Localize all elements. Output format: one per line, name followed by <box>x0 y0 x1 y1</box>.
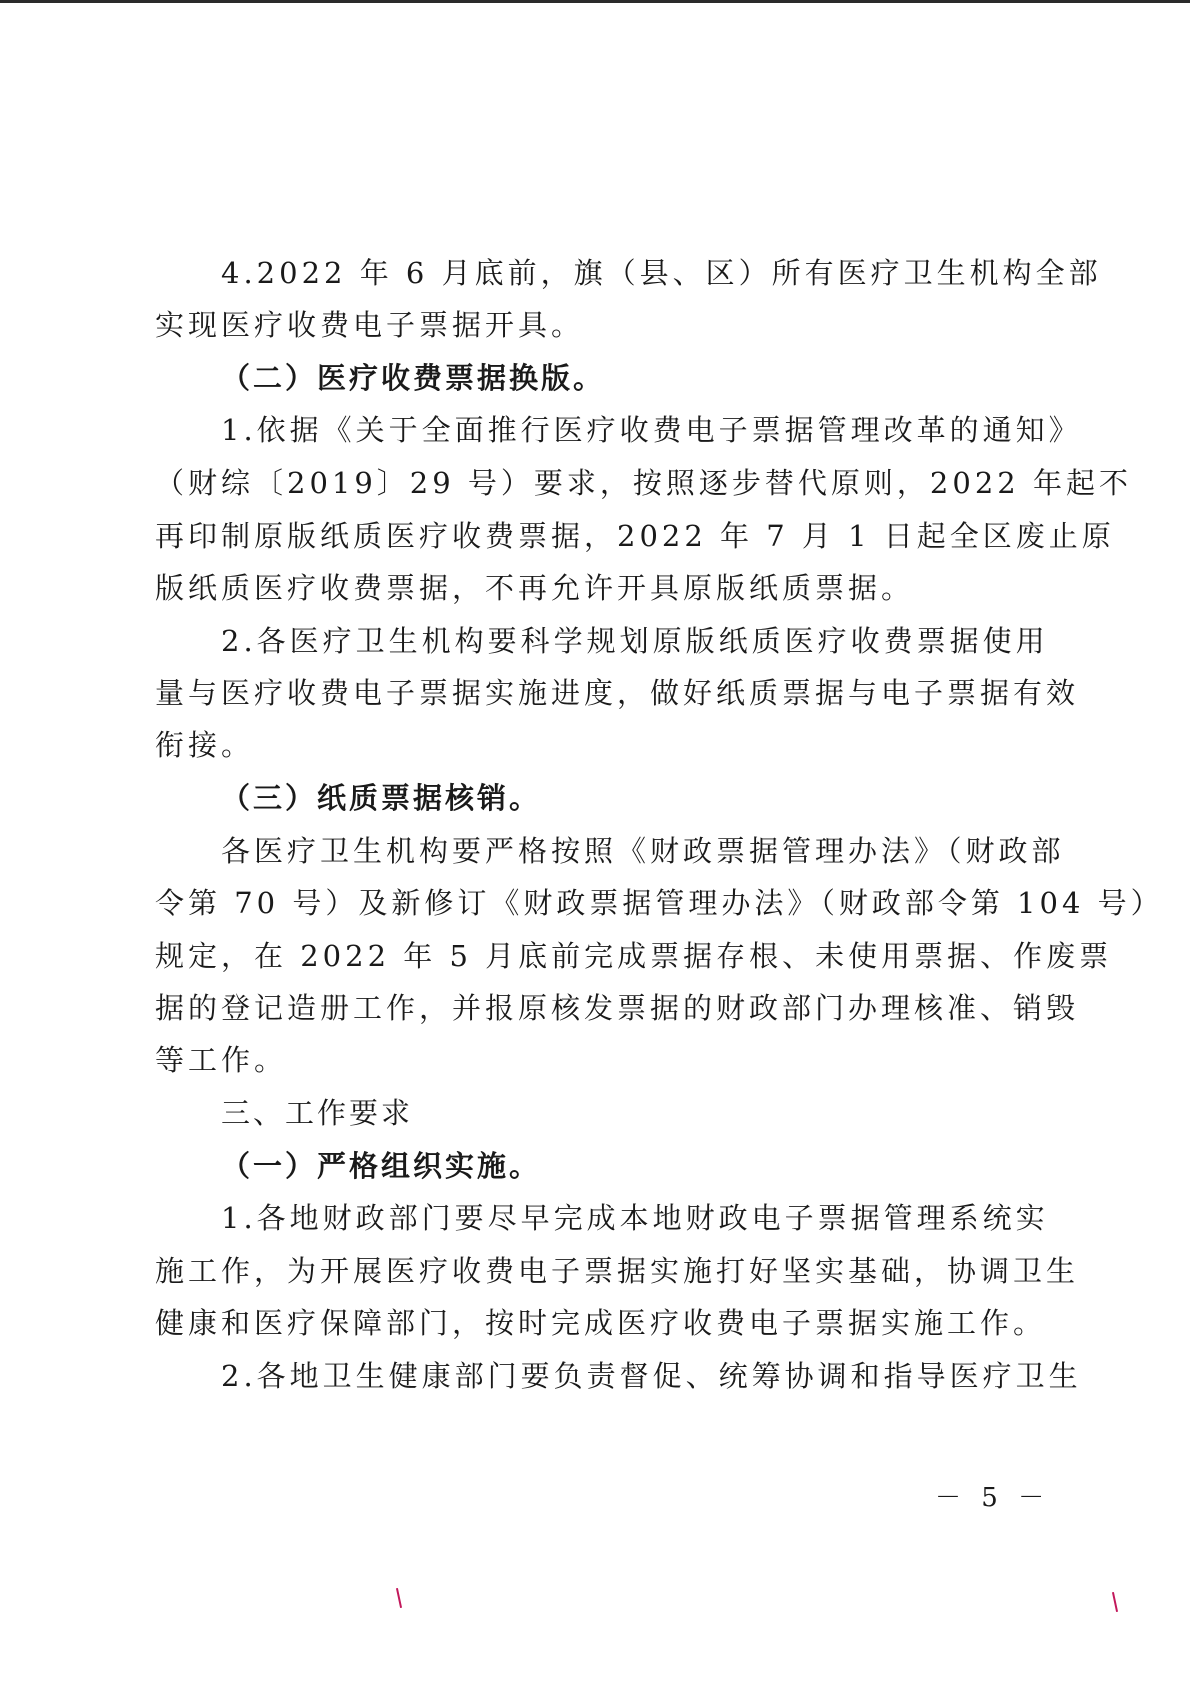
paragraph-line: 实现医疗收费电子票据开具。 <box>155 308 585 342</box>
binding-mark <box>1112 1592 1118 1612</box>
paragraph-line: 版纸质医疗收费票据，不再允许开具原版纸质票据。 <box>155 571 915 605</box>
paragraph-line: 量与医疗收费电子票据实施进度，做好纸质票据与电子票据有效 <box>155 676 1080 710</box>
section-heading: （二）医疗收费票据换版。 <box>221 361 606 395</box>
paragraph-line: 健康和医疗保障部门，按时完成医疗收费电子票据实施工作。 <box>155 1306 1047 1340</box>
paragraph-line: 1.各地财政部门要尽早完成本地财政电子票据管理系统实 <box>221 1201 1049 1235</box>
paragraph-line: 2.各地卫生健康部门要负责督促、统筹协调和指导医疗卫生 <box>221 1359 1082 1393</box>
page-number: － 5 － <box>935 1483 1051 1513</box>
section-title: 三、工作要求 <box>221 1096 414 1130</box>
paragraph-line: 衔接。 <box>155 728 255 762</box>
paragraph-line: 4.2022 年 6 月底前，旗（县、区）所有医疗卫生机构全部 <box>221 256 1102 290</box>
paragraph-line: 各医疗卫生机构要严格按照《财政票据管理办法》（财政部 <box>221 834 1065 868</box>
paragraph-line: 等工作。 <box>155 1043 288 1077</box>
paragraph-line: 规定，在 2022 年 5 月底前完成票据存根、未使用票据、作废票 <box>155 939 1113 973</box>
top-border-line <box>0 0 1190 3</box>
paragraph-line: 2.各医疗卫生机构要科学规划原版纸质医疗收费票据使用 <box>221 624 1049 658</box>
section-heading: （一）严格组织实施。 <box>221 1149 542 1183</box>
binding-mark <box>396 1588 402 1608</box>
paragraph-line: 令第 70 号）及新修订《财政票据管理办法》（财政部令第 104 号） <box>155 886 1164 920</box>
paragraph-line: （财综〔2019〕29 号）要求，按照逐步替代原则，2022 年起不 <box>155 466 1132 500</box>
paragraph-line: 据的登记造册工作，并报原核发票据的财政部门办理核准、销毁 <box>155 991 1080 1025</box>
paragraph-line: 1.依据《关于全面推行医疗收费电子票据管理改革的通知》 <box>221 413 1082 447</box>
paragraph-line: 施工作，为开展医疗收费电子票据实施打好坚实基础，协调卫生 <box>155 1254 1080 1288</box>
section-heading: （三）纸质票据核销。 <box>221 781 542 815</box>
paragraph-line: 再印制原版纸质医疗收费票据，2022 年 7 月 1 日起全区废止原 <box>155 519 1115 553</box>
